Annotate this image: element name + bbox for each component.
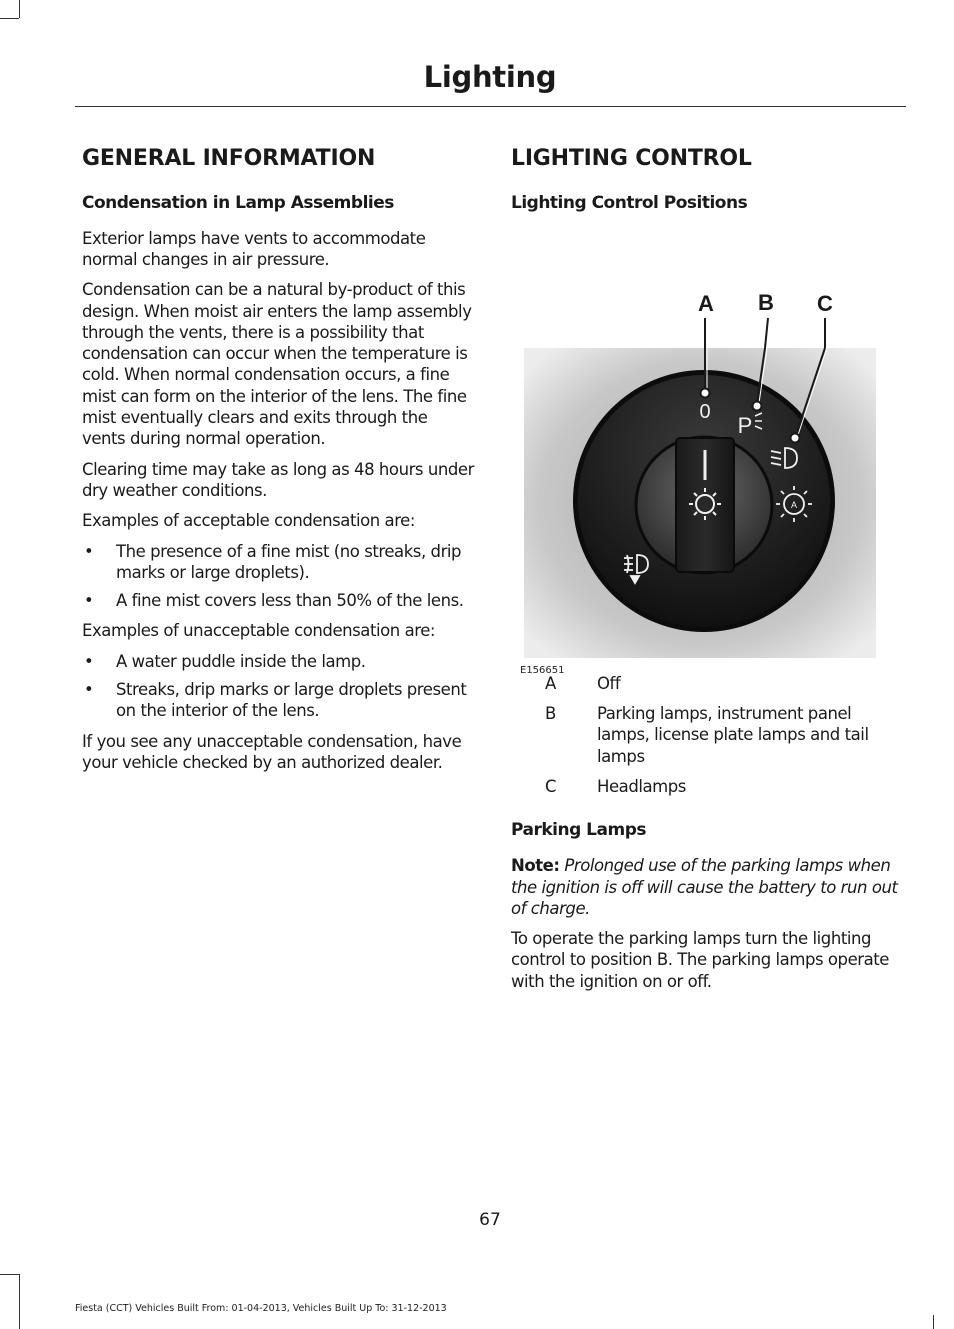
paragraph: Clearing time may take as long as 48 hours under dry weather conditions. bbox=[82, 459, 474, 500]
paragraph: To operate the parking lamps turn the lighting control to position B. The parking lamps operate with the ignition on or off. bbox=[511, 929, 889, 991]
crop-mark bbox=[19, 0, 20, 18]
legend-row bbox=[511, 776, 903, 797]
bullet: • bbox=[84, 591, 94, 611]
auto-lamp-letter: A bbox=[790, 499, 798, 510]
legend-key: C bbox=[545, 776, 557, 796]
callout-dot-b bbox=[753, 401, 762, 410]
legend-key: A bbox=[545, 673, 556, 693]
bullet: • bbox=[84, 651, 94, 671]
legend-row bbox=[511, 673, 903, 694]
note-label: Note: bbox=[511, 856, 560, 876]
lighting-control-figure bbox=[511, 218, 903, 676]
note bbox=[511, 855, 903, 919]
unacceptable-list bbox=[82, 651, 474, 722]
legend-key: B bbox=[545, 703, 556, 723]
callout-letter-c: C bbox=[817, 290, 833, 316]
note-text: Prolonged use of the parking lamps when the ignition is off will cause the battery to run out of charge. bbox=[511, 856, 898, 918]
bullet: • bbox=[84, 680, 94, 700]
parking-lamps-subheading: Parking Lamps bbox=[511, 820, 646, 841]
condensation-subheading: Condensation in Lamp Assemblies bbox=[82, 192, 394, 213]
list-item-text: A fine mist covers less than 50% of the lens. bbox=[116, 591, 464, 611]
callout-letter-b: B bbox=[758, 289, 774, 315]
acceptable-list bbox=[82, 541, 474, 612]
list-item-text: The presence of a fine mist (no streaks, drip marks or large droplets). bbox=[116, 541, 462, 582]
title-rule bbox=[75, 106, 906, 107]
legend-row bbox=[511, 703, 903, 767]
page-title: Lighting bbox=[423, 60, 557, 94]
callout-dot-c bbox=[791, 433, 800, 442]
lighting-switch-illustration bbox=[511, 218, 903, 663]
list-item bbox=[82, 541, 474, 584]
crop-mark bbox=[0, 18, 19, 19]
off-symbol: 0 bbox=[699, 400, 711, 423]
list-item-text: Streaks, drip marks or large droplets present on the interior of the lens. bbox=[116, 680, 467, 721]
list-item bbox=[82, 651, 474, 672]
paragraph: Examples of acceptable condensation are: bbox=[82, 511, 415, 531]
list-item bbox=[82, 590, 474, 611]
lighting-control-positions-subheading: Lighting Control Positions bbox=[511, 192, 748, 213]
position-legend bbox=[511, 673, 903, 797]
lighting-control-heading: LIGHTING CONTROL bbox=[511, 146, 752, 171]
crop-mark bbox=[933, 1315, 934, 1329]
callout-letter-a: A bbox=[698, 290, 714, 316]
right-column bbox=[511, 145, 903, 1001]
paragraph: If you see any unacceptable condensation, have your vehicle checked by an authorized dealer. bbox=[82, 731, 462, 772]
list-item-text: A water puddle inside the lamp. bbox=[116, 651, 366, 671]
page-number: 67 bbox=[479, 1210, 501, 1230]
crop-mark bbox=[0, 1274, 19, 1275]
list-item bbox=[82, 679, 474, 722]
footer-vehicle-info: Fiesta (CCT) Vehicles Built From: 01-04-2013, Vehicles Built Up To: 31-12-2013 bbox=[75, 1303, 447, 1314]
paragraph: Condensation can be a natural by-product of this design. When moist air enters the lamp assembly through the vents, there is a possibility that condensation can occur when the temperature is cold. When normal condensation occurs, a fine mist can form on the interior of the lens. The fine mist eventually clears and exits through the vents during normal operation. bbox=[82, 280, 472, 449]
left-column bbox=[82, 145, 474, 782]
parking-symbol: P bbox=[737, 412, 753, 438]
figure-id: E156651 bbox=[520, 664, 565, 676]
legend-value: Parking lamps, instrument panel lamps, license plate lamps and tail lamps bbox=[597, 703, 869, 766]
legend-value: Headlamps bbox=[597, 776, 686, 796]
crop-mark bbox=[19, 1274, 20, 1329]
paragraph: Exterior lamps have vents to accommodate normal changes in air pressure. bbox=[82, 228, 426, 269]
callout-dot-a bbox=[701, 388, 710, 397]
general-information-heading: GENERAL INFORMATION bbox=[82, 146, 376, 171]
legend-value: Off bbox=[597, 673, 621, 693]
paragraph: Examples of unacceptable condensation are: bbox=[82, 621, 436, 641]
bullet: • bbox=[84, 541, 94, 561]
